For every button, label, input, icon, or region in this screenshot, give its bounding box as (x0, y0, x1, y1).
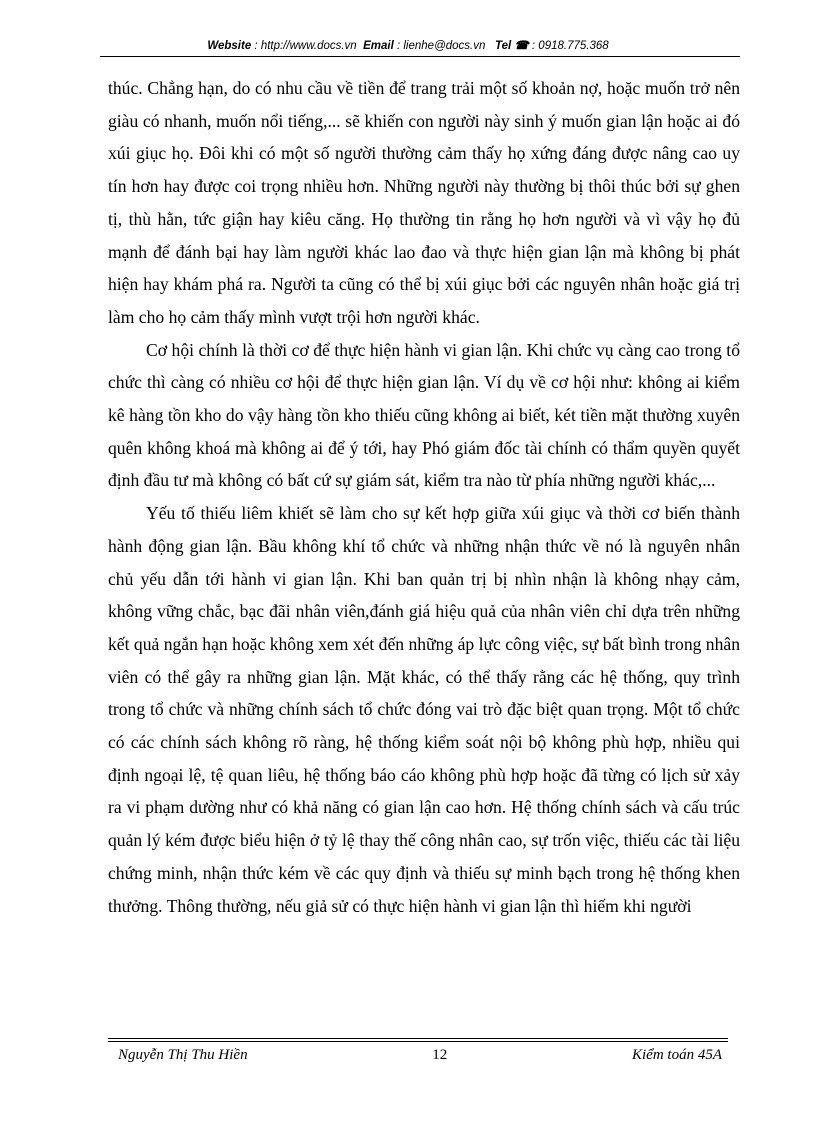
paragraph-3: Yếu tố thiếu liêm khiết sẽ làm cho sự kết hợp giữa xúi giục và thời cơ biến thành hành động gian lận. Bầu không khí tổ chức và những nhận thức về nó là nguyên nhân chủ yếu dẫn tới hành vi gian lận. Khi ban quản trị bị nhìn nhận là không nhạy cảm, không vững chắc, bạc đãi nhân viên,đánh giá hiệu quả của nhân viên chỉ dựa trên những kết quả ngắn hạn hoặc không xem xét đến những áp lực công việc, sự bất bình trong nhân viên có thể gây ra những gian lận. Mặt khác, có thể thấy rằng các hệ thống, quy trình trong tổ chức và những chính sách tổ chức đóng vai trò đặc biệt quan trọng. Một tổ chức có các chính sách không rõ ràng, hệ thống kiểm soát nội bộ không phù hợp, nhiều qui định ngoại lệ, tệ quan liêu, hệ thống báo cáo không phù hợp hoặc đã từng có lịch sử xảy ra vi phạm dường như có khả năng có gian lận cao hơn. Hệ thống chính sách và cấu trúc quản lý kém được biểu hiện ở tỷ lệ thay thế công nhân cao, sự trốn việc, thiếu các tài liệu chứng minh, nhận thức kém về các quy định và thiếu sự minh bạch trong hệ thống khen thưởng. Thông thường, nếu giả sử có thực hiện hành vi gian lận thì hiếm khi người (108, 503, 741, 916)
footer-divider-bottom (108, 1041, 728, 1042)
page-footer (118, 1047, 722, 1064)
header-divider (100, 56, 740, 57)
website-label: Website (207, 40, 252, 52)
email-label: Email (363, 40, 394, 52)
email-sep: : (393, 40, 404, 52)
phone-icon: ☎ (514, 40, 529, 52)
page-header (0, 38, 816, 52)
document-body (108, 72, 740, 922)
footer-class: Kiểm toán 45A (632, 1047, 722, 1063)
website-sep: : (251, 40, 261, 52)
footer-divider-top (108, 1038, 728, 1039)
website-url[interactable]: http://www.docs.vn (260, 40, 357, 52)
paragraph-1: thúc. Chẳng hạn, do có nhu cầu về tiền để trang trải một số khoản nợ, hoặc muốn trở nên giàu có nhanh, muốn nổi tiếng,... sẽ khiến con người này sinh ý muốn gian lận hoặc ai đó xúi giục họ. Đôi khi có một số người thường cảm thấy họ xứng đáng được nâng cao uy tín hơn hay được coi trọng nhiều hơn. Những người này thường bị thôi thúc bởi sự ghen tị, thù hằn, tức giận hay kiêu căng. Họ thường tin rằng họ hơn người và vì vậy họ đủ mạnh để đánh bại hay làm người khác lao đao và thực hiện gian lận mà không bị phát hiện hay khám phá ra. Người ta cũng có thể bị xúi giục bởi các nguyên nhân hoặc giá trị làm cho họ cảm thấy mình vượt trội hơn người khác. (108, 78, 740, 327)
page-number: 12 (432, 1047, 448, 1063)
paragraph-2: Cơ hội chính là thời cơ để thực hiện hành vi gian lận. Khi chức vụ càng cao trong tổ chức thì càng có nhiều cơ hội để thực hiện gian lận. Ví dụ về cơ hội như: không ai kiểm kê hàng tồn kho do vậy hàng tồn kho thiếu cũng không ai biết, két tiền mặt thường xuyên quên không khoá mà không ai để ý tới, hay Phó giám đốc tài chính có thẩm quyền quyết định đầu tư mà không có bất cứ sự giám sát, kiểm tra nào từ phía những người khác,... (108, 339, 740, 491)
email-value[interactable]: lienhe@docs.vn (403, 40, 486, 52)
tel-sep: : (528, 40, 539, 52)
tel-label: Tel (494, 40, 512, 52)
tel-value: 0918.775.368 (538, 40, 609, 52)
footer-author: Nguyễn Thị Thu Hiền (118, 1047, 248, 1063)
